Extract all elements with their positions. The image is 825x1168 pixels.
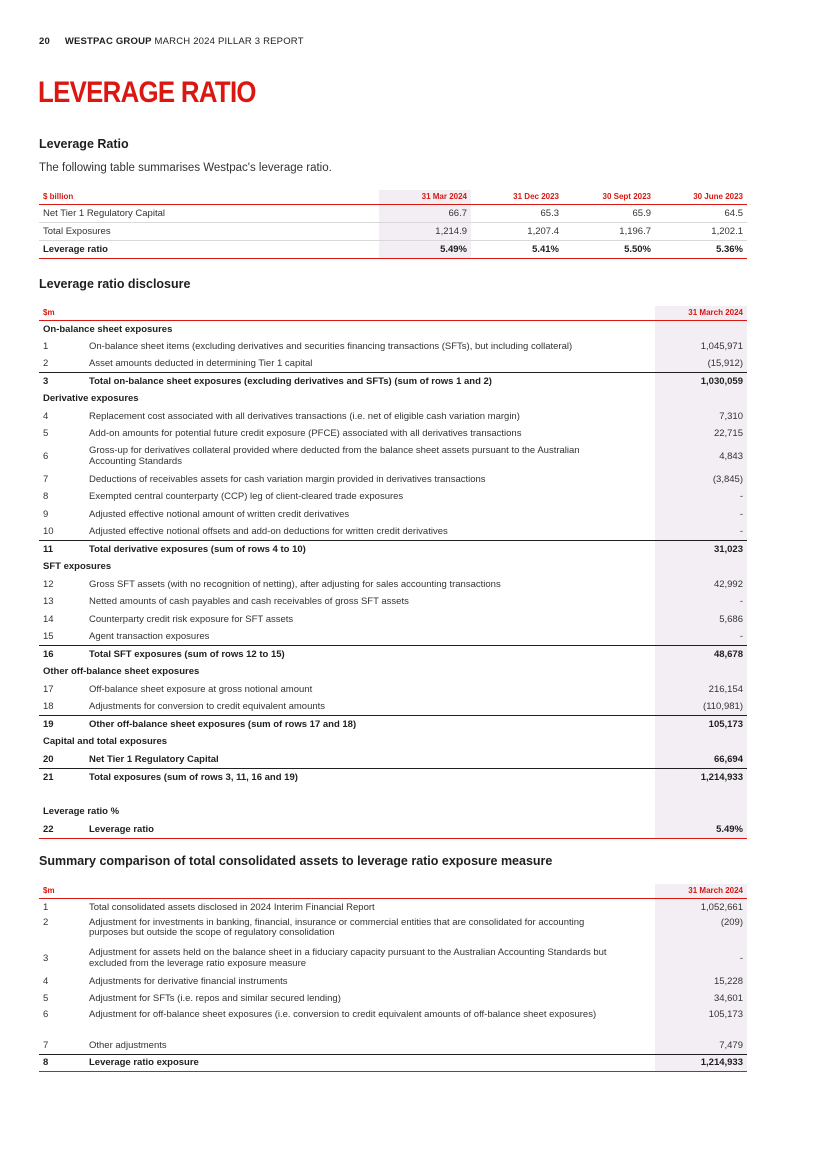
row-number: 12	[43, 578, 54, 590]
row-number: 8	[39, 1054, 85, 1072]
table-row	[39, 716, 747, 734]
row-label: Total SFT exposures (sum of rows 12 to 15)	[85, 646, 655, 664]
cell-value: -	[655, 593, 747, 611]
cell-value: 216,154	[655, 681, 747, 699]
cell-value: 5.41%	[471, 240, 563, 258]
cell-value: 5.36%	[655, 240, 747, 258]
table-row	[39, 240, 747, 258]
row-number: 2	[43, 358, 49, 369]
table-row	[39, 471, 747, 489]
cell-value: -	[655, 506, 747, 524]
table-row	[39, 593, 747, 611]
row-label: On-balance sheet items (excluding derivatives and securities financing transactions (SFTs), but including collateral)	[89, 340, 573, 352]
row-label: Total on-balance sheet exposures (excluding derivatives and SFTs) (sum of rows 1 and 2)	[85, 373, 655, 391]
row-number: 20	[43, 753, 54, 765]
cell-value: 42,992	[655, 576, 747, 594]
cell-value: 65.9	[563, 204, 655, 222]
row-label: Adjusted effective notional offsets and add-on deductions for written credit derivatives	[89, 526, 448, 537]
cell-value: 7,479	[655, 1037, 747, 1055]
table-row	[39, 373, 747, 391]
col-header: 31 March 2024	[655, 306, 747, 320]
table-row	[39, 646, 747, 664]
table-row	[39, 803, 747, 821]
row-number: 9	[43, 508, 49, 520]
row-label: Adjustment for off-balance sheet exposures (i.e. conversion to credit equivalent amounts of off-balance sheet exposures)	[89, 1008, 597, 1020]
row-number: 18	[43, 701, 54, 712]
cell-value: 66.7	[379, 204, 471, 222]
cell-value: 65.3	[471, 204, 563, 222]
row-label: Total Exposures	[39, 222, 379, 240]
row-number: 10	[43, 526, 54, 537]
row-number: 6	[43, 1008, 49, 1020]
leverage-ratio-table	[39, 190, 747, 259]
row-number: 16	[39, 646, 85, 664]
page-number: 20	[39, 36, 50, 47]
row-label: Leverage ratio exposure	[85, 1054, 655, 1072]
col-header: $m	[39, 884, 655, 898]
summary-comparison-table	[39, 884, 747, 1072]
col-header: 31 Mar 2024	[379, 190, 471, 204]
cell-value: 1,052,661	[655, 898, 747, 916]
row-number: 7	[43, 473, 49, 485]
table-row	[39, 320, 747, 338]
row-label: Adjustment for investments in banking, financial, insurance or commercial entities that are consolidated for accounting purposes but outside the scope of regulatory consolidation	[89, 916, 585, 938]
table-row	[39, 681, 747, 699]
row-label: Adjustment for assets held on the balance sheet in a fiduciary capacity pursuant to the Australian Accounting Standards but excluded from the leverage ratio exposure measure	[89, 947, 607, 969]
page-title: LEVERAGE RATIO	[38, 76, 256, 109]
row-number: 21	[39, 768, 85, 786]
table-row	[39, 1037, 747, 1055]
cell-value: 31,023	[655, 541, 747, 559]
cell-value: 105,173	[655, 1008, 747, 1037]
section-label: SFT exposures	[43, 561, 112, 573]
row-label: Agent transaction exposures	[89, 631, 210, 642]
section-label: Other off-balance sheet exposures	[43, 666, 200, 678]
table-row	[39, 222, 747, 240]
table-row	[39, 338, 747, 356]
section3-heading: Summary comparison of total consolidated assets to leverage ratio exposure measure	[39, 854, 553, 868]
col-header: 31 March 2024	[655, 884, 747, 898]
table-row	[39, 558, 747, 576]
cell-value: -	[655, 945, 747, 973]
cell-value: (15,912)	[655, 355, 747, 373]
row-number: 6	[43, 451, 49, 462]
cell-value: 1,214,933	[655, 768, 747, 786]
page-header	[39, 36, 304, 47]
cell-value: 34,601	[655, 990, 747, 1008]
cell-value: 105,173	[655, 716, 747, 734]
col-header: $m	[39, 306, 655, 320]
row-number: 1	[43, 340, 49, 352]
row-number: 1	[43, 901, 49, 913]
table-row	[39, 1008, 747, 1037]
row-number: 4	[43, 410, 49, 422]
section-label: On-balance sheet exposures	[43, 323, 173, 335]
section1-heading: Leverage Ratio	[39, 137, 129, 151]
cell-value: (3,845)	[655, 471, 747, 489]
row-number: 5	[43, 993, 49, 1005]
row-label: Deductions of receivables assets for cash variation margin provided in derivatives transactions	[89, 473, 486, 485]
row-label: Adjustments for conversion to credit equivalent amounts	[89, 701, 326, 712]
cell-value: 22,715	[655, 425, 747, 443]
row-label: Total derivative exposures (sum of rows 4 to 10)	[85, 541, 655, 559]
table-row	[39, 488, 747, 506]
cell-value: 66,694	[655, 751, 747, 769]
row-label: Adjusted effective notional amount of written credit derivatives	[89, 508, 350, 520]
cell-value: 5.49%	[379, 240, 471, 258]
cell-value: 1,214.9	[379, 222, 471, 240]
cell-value: 5.49%	[655, 821, 747, 839]
row-label: Total consolidated assets disclosed in 2024 Interim Financial Report	[89, 901, 375, 913]
row-label: Other adjustments	[89, 1039, 167, 1051]
row-number: 5	[43, 428, 49, 440]
table-row	[39, 768, 747, 786]
row-label: Net Tier 1 Regulatory Capital	[39, 204, 379, 222]
cell-value: 5,686	[655, 611, 747, 629]
row-label: Add-on amounts for potential future credit exposure (PFCE) associated with all derivatives transactions	[89, 428, 522, 440]
row-label: Asset amounts deducted in determining Tier 1 capital	[89, 358, 313, 369]
table-row	[39, 733, 747, 751]
cell-value: -	[655, 628, 747, 646]
table-row	[39, 408, 747, 426]
row-label: Counterparty credit risk exposure for SFT assets	[89, 613, 294, 625]
row-number: 14	[43, 613, 54, 625]
row-label: Adjustments for derivative financial instruments	[89, 975, 288, 987]
cell-value: 1,202.1	[655, 222, 747, 240]
row-number: 7	[43, 1039, 49, 1051]
table-row	[39, 945, 747, 973]
cell-value: 64.5	[655, 204, 747, 222]
cell-value: -	[655, 523, 747, 541]
row-label: Leverage ratio	[39, 240, 379, 258]
row-label: Net Tier 1 Regulatory Capital	[89, 753, 219, 765]
cell-value: 1,196.7	[563, 222, 655, 240]
row-label: Exempted central counterparty (CCP) leg of client-cleared trade exposures	[89, 491, 404, 503]
cell-value: 1,045,971	[655, 338, 747, 356]
leverage-disclosure-table	[39, 306, 747, 839]
table-row	[39, 523, 747, 541]
section-label: Leverage ratio %	[43, 806, 120, 818]
cell-value: 4,843	[655, 443, 747, 471]
report-name: MARCH 2024 PILLAR 3 REPORT	[154, 36, 304, 47]
col-header: 30 Sept 2023	[563, 190, 655, 204]
table-row	[39, 506, 747, 524]
cell-value: 1,214,933	[655, 1054, 747, 1072]
row-label: Gross SFT assets (with no recognition of netting), after adjusting for sales accounting transactions	[89, 578, 501, 590]
row-number: 3	[43, 953, 49, 964]
section-label: Derivative exposures	[43, 393, 139, 405]
cell-value: (110,981)	[655, 698, 747, 716]
row-number: 19	[39, 716, 85, 734]
table-row	[39, 751, 747, 769]
row-label: Adjustment for SFTs (i.e. repos and similar secured lending)	[89, 993, 341, 1005]
company-name: WESTPAC GROUP	[64, 36, 152, 47]
section2-heading: Leverage ratio disclosure	[39, 277, 191, 291]
row-label: Other off-balance sheet exposures (sum of rows 17 and 18)	[85, 716, 655, 734]
row-number: 17	[43, 683, 54, 695]
row-label: Off-balance sheet exposure at gross notional amount	[89, 683, 313, 695]
table-row	[39, 390, 747, 408]
row-number: 22	[39, 821, 85, 839]
row-number: 15	[43, 631, 54, 642]
table-row	[39, 698, 747, 716]
row-label: Total exposures (sum of rows 3, 11, 16 and 19)	[85, 768, 655, 786]
cell-value: 48,678	[655, 646, 747, 664]
row-number: 8	[43, 491, 49, 503]
cell-value: 7,310	[655, 408, 747, 426]
table-row	[39, 1054, 747, 1072]
row-number: 4	[43, 975, 49, 987]
table-row	[39, 355, 747, 373]
table-row	[39, 425, 747, 443]
col-header: $ billion	[39, 190, 379, 204]
row-label: Leverage ratio	[85, 821, 655, 839]
table-row	[39, 628, 747, 646]
table-row	[39, 898, 747, 916]
cell-value: (209)	[655, 916, 747, 945]
col-header: 30 June 2023	[655, 190, 747, 204]
row-label: Netted amounts of cash payables and cash receivables of gross SFT assets	[89, 596, 409, 608]
row-label: Replacement cost associated with all derivatives transactions (i.e. net of eligible cash variation margin)	[89, 410, 520, 422]
row-number: 13	[43, 596, 54, 608]
cell-value: 15,228	[655, 973, 747, 991]
row-number: 11	[39, 541, 85, 559]
table-row	[39, 916, 747, 945]
table-row	[39, 973, 747, 991]
table-row	[39, 663, 747, 681]
cell-value: -	[655, 488, 747, 506]
section1-intro: The following table summarises Westpac's leverage ratio.	[39, 162, 332, 174]
table-row	[39, 611, 747, 629]
table-row	[39, 576, 747, 594]
cell-value: 5.50%	[563, 240, 655, 258]
cell-value: 1,207.4	[471, 222, 563, 240]
table-row	[39, 443, 747, 471]
row-label: Gross-up for derivatives collateral provided where deducted from the balance sheet assets pursuant to the Australian Accounting Standards	[89, 445, 580, 467]
table-row	[39, 990, 747, 1008]
table-row	[39, 821, 747, 839]
cell-value: 1,030,059	[655, 373, 747, 391]
col-header: 31 Dec 2023	[471, 190, 563, 204]
table-row	[39, 541, 747, 559]
row-number: 2	[43, 916, 49, 928]
section-label: Capital and total exposures	[43, 736, 168, 748]
row-number: 3	[39, 373, 85, 391]
table-row	[39, 786, 747, 804]
table-row	[39, 204, 747, 222]
